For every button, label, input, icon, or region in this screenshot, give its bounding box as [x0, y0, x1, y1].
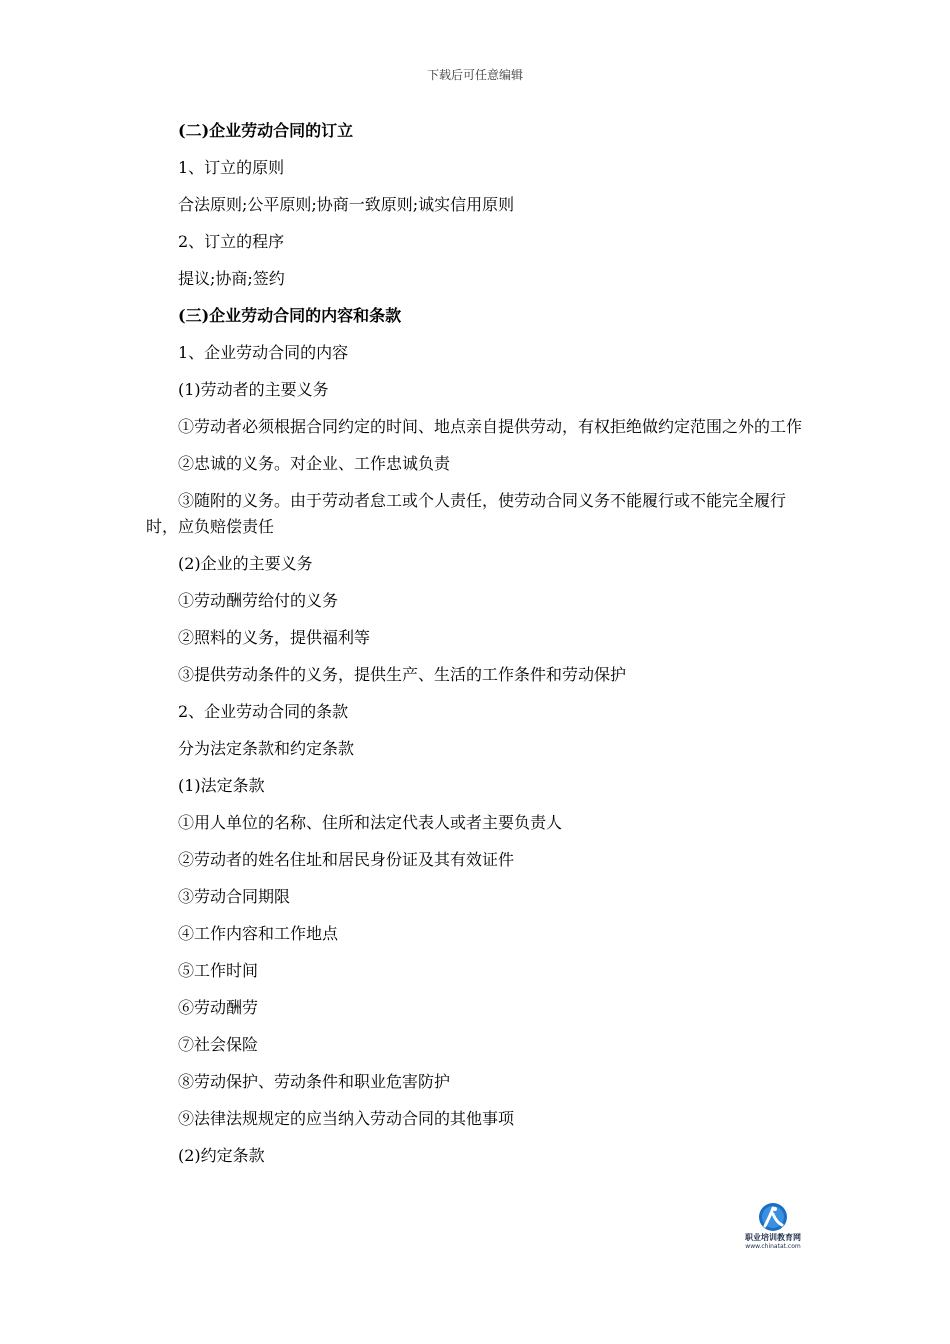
paragraph: (1)法定条款 [178, 776, 265, 795]
paragraph: ③劳动合同期限 [178, 887, 291, 906]
person-logo-icon [758, 1202, 788, 1232]
paragraph: ②忠诚的义务。对企业、工作忠诚负责 [178, 454, 451, 473]
paragraph: ⑥劳动酬劳 [178, 998, 259, 1017]
paragraph: ①劳动酬劳给付的义务 [178, 591, 339, 610]
paragraph: ②照料的义务，提供福利等 [178, 628, 371, 647]
paragraph: 提议;协商;签约 [178, 269, 285, 288]
paragraph: ③提供劳动条件的义务，提供生产、生活的工作条件和劳动保护 [178, 665, 627, 684]
paragraph: 合法原则;公平原则;协商一致原则;诚实信用原则 [178, 195, 515, 214]
site-logo [736, 1202, 810, 1258]
paragraph: ⑧劳动保护、劳动条件和职业危害防护 [178, 1072, 451, 1091]
paragraph: ①用人单位的名称、住所和法定代表人或者主要负责人 [178, 813, 563, 832]
paragraph: 分为法定条款和约定条款 [178, 739, 355, 758]
paragraph: (二)企业劳动合同的订立 [178, 121, 354, 140]
paragraph: ③随附的义务。由于劳动者怠工或个人责任，使劳动合同义务不能履行或不能完全履行时，应负赔偿责任 [146, 491, 787, 536]
paragraph: ⑦社会保险 [178, 1035, 259, 1054]
paragraph: (2)企业的主要义务 [178, 554, 313, 573]
paragraph: 2、订立的程序 [178, 232, 285, 251]
document-body [146, 118, 811, 1180]
logo-name: 职业培训教育网 [745, 1233, 801, 1242]
paragraph: 1、订立的原则 [178, 158, 285, 177]
paragraph: (2)约定条款 [178, 1146, 265, 1165]
paragraph: 2、企业劳动合同的条款 [178, 702, 349, 721]
paragraph: (三)企业劳动合同的内容和条款 [178, 306, 402, 325]
paragraph: ④工作内容和工作地点 [178, 924, 339, 943]
paragraph: ①劳动者必须根据合同约定的时间、地点亲自提供劳动，有权拒绝做约定范围之外的工作 [178, 417, 803, 436]
paragraph: ⑤工作时间 [178, 961, 259, 980]
paragraph: 1、企业劳动合同的内容 [178, 343, 349, 362]
header-note: 下载后可任意编辑 [426, 68, 523, 82]
logo-url: www.chinatat.com [745, 1243, 801, 1250]
paragraph: ②劳动者的姓名住址和居民身份证及其有效证件 [178, 850, 515, 869]
paragraph: (1)劳动者的主要义务 [178, 380, 329, 399]
paragraph: ⑨法律法规规定的应当纳入劳动合同的其他事项 [178, 1109, 515, 1128]
